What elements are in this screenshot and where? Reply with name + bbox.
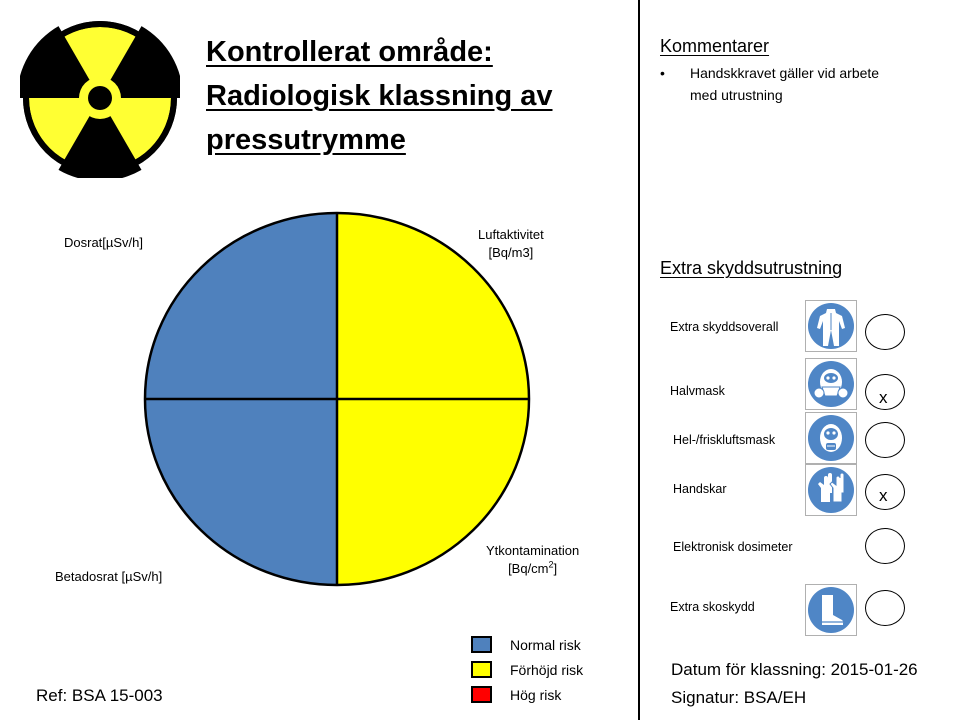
equipment-label-full-mask: Hel-/friskluftsmask bbox=[673, 433, 776, 447]
classification-date: Datum för klassning: 2015-01-26 bbox=[671, 660, 918, 679]
equipment-label-gloves: Handskar bbox=[673, 482, 727, 496]
vertical-divider bbox=[638, 0, 640, 720]
half-mask-check-mark: x bbox=[879, 388, 888, 407]
equipment-label-half-mask: Halvmask bbox=[670, 384, 725, 398]
risk-legend bbox=[471, 632, 583, 707]
legend-label-elevated: Förhöjd risk bbox=[510, 661, 584, 678]
title-line-1: Kontrollerat område: bbox=[206, 36, 493, 68]
title-line-3: pressutrymme bbox=[206, 124, 406, 156]
radiation-warning-icon bbox=[20, 18, 180, 178]
title-line-2: Radiologisk klassning av bbox=[206, 80, 553, 112]
gloves-check-mark: x bbox=[879, 486, 888, 505]
legend-label-high: Hög risk bbox=[510, 686, 562, 703]
page-title bbox=[206, 30, 606, 162]
signature: Signatur: BSA/EH bbox=[671, 688, 807, 707]
half-mask-icon bbox=[805, 358, 857, 410]
label-luftaktivitet-unit: [Bq/m3] bbox=[488, 245, 534, 260]
pie-slice-dosrat bbox=[145, 213, 337, 399]
reference-number: Ref: BSA 15-003 bbox=[36, 686, 163, 705]
comments-list bbox=[660, 62, 910, 106]
label-luftaktivitet bbox=[478, 226, 544, 262]
legend-swatch-elevated bbox=[471, 661, 492, 678]
legend-swatch-normal bbox=[471, 636, 492, 653]
legend-item-elevated bbox=[471, 657, 583, 682]
legend-label-normal: Normal risk bbox=[510, 636, 581, 653]
bullet-icon: • bbox=[660, 65, 665, 81]
equipment-label-coverall: Extra skyddsoverall bbox=[670, 320, 779, 334]
label-ytkontamination-unit: $[Bq/cm^2]$ bbox=[508, 559, 558, 576]
coverall-icon bbox=[805, 300, 857, 352]
boot-icon bbox=[805, 584, 857, 636]
equipment-label-dosimeter: Elektronisk dosimeter bbox=[673, 540, 793, 554]
boots-checkbox[interactable] bbox=[865, 590, 905, 626]
legend-item-normal bbox=[471, 632, 583, 657]
full-mask-checkbox[interactable] bbox=[865, 422, 905, 458]
equipment-heading: Extra skyddsutrustning bbox=[660, 258, 843, 278]
full-mask-icon bbox=[805, 412, 857, 464]
legend-item-high bbox=[471, 682, 583, 707]
legend-swatch-high bbox=[471, 686, 492, 703]
equipment-label-boots: Extra skoskydd bbox=[670, 600, 755, 614]
pie-slice-betadosrat bbox=[145, 399, 337, 585]
comment-text: Handskkravet gäller vid arbete med utrustning bbox=[690, 65, 880, 103]
comment-item bbox=[660, 62, 910, 106]
dosimeter-checkbox[interactable] bbox=[865, 528, 905, 564]
gloves-icon bbox=[805, 464, 857, 516]
label-luftaktivitet-name: Luftaktivitet bbox=[478, 227, 544, 242]
coverall-checkbox[interactable] bbox=[865, 314, 905, 350]
label-betadosrat: Betadosrat [µSv/h] bbox=[55, 569, 163, 584]
comments-heading: Kommentarer bbox=[660, 36, 770, 56]
label-dosrat: Dosrat[µSv/h] bbox=[64, 235, 144, 250]
label-ytkontamination-name: Ytkontamination bbox=[486, 543, 580, 558]
label-ytkontamination bbox=[486, 542, 579, 578]
